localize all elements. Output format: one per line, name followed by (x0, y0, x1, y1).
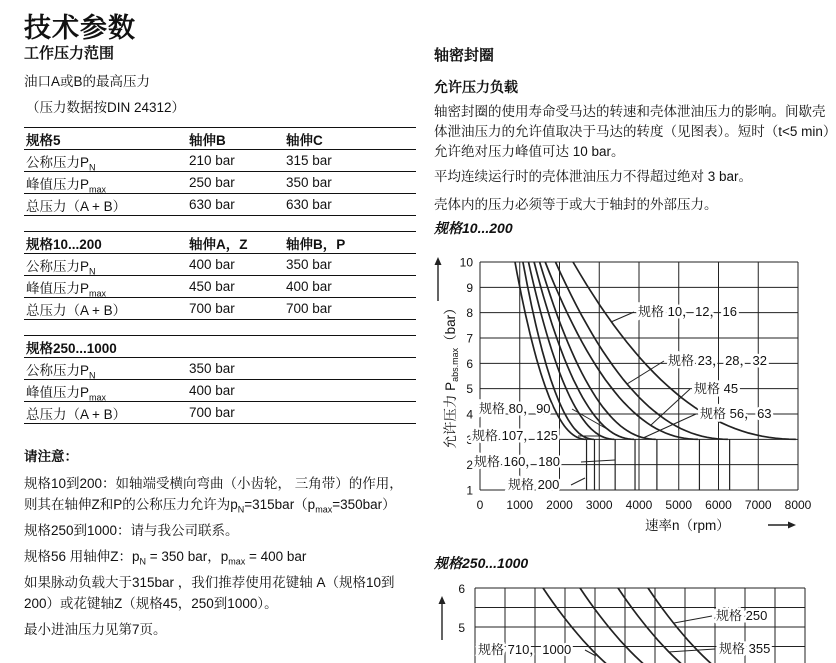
table-header-row (24, 232, 416, 254)
curve-label: 规格 10，12，16 (638, 304, 737, 319)
chart2-title: 规格250...1000 (434, 555, 529, 571)
curve-label: 规格 45 (694, 381, 739, 396)
row-label: 公称压力$P_N$ (26, 258, 96, 277)
x-tick-label: 6000 (705, 498, 732, 512)
row-label: 总压力（A + B） (26, 198, 127, 214)
curve-label: 规格 107，125 (472, 428, 558, 443)
permissible-load-title: 允许压力负载 (434, 79, 518, 95)
pressure-table-2 (24, 231, 416, 320)
table-header-cell: 规格5 (26, 132, 61, 148)
pressure-table-3 (24, 335, 416, 424)
din-note-line: （压力数据按DIN 24312） (26, 100, 186, 115)
row-label: 公称压力$P_N$ (26, 154, 96, 173)
table-header-cell: 轴伸B，P (286, 236, 346, 252)
row-value: 400 bar (189, 383, 235, 398)
subscript: N (139, 556, 147, 567)
note-paragraph: 最小进油压力见第7页。 (24, 622, 167, 637)
y-tick-label: 6 (466, 356, 473, 371)
table-header-cell: 轴伸A，Z (189, 236, 248, 252)
table-header-row (24, 128, 416, 150)
x-tick-label: 7000 (744, 498, 772, 512)
x-tick-label: 1000 (506, 498, 534, 512)
row-value (284, 358, 416, 380)
y-tick-label: 2 (466, 458, 473, 473)
x-axis-label: 速率n（rpm） (645, 518, 730, 533)
subscript: N (89, 266, 96, 277)
subscript: max (228, 556, 246, 567)
row-value: 210 bar (189, 153, 235, 168)
notes-list (24, 473, 420, 640)
notes-block (24, 446, 420, 645)
row-value: 400 bar (286, 279, 332, 294)
curve-label: 规格 80，90 (479, 401, 551, 416)
x-tick-label: 0 (476, 498, 484, 512)
table-header-cell: 规格10...200 (26, 236, 102, 252)
table-header-row (24, 336, 416, 358)
table-header-cell: 规格250...1000 (26, 340, 117, 356)
curve-label: 规格 23，28，32 (668, 353, 767, 368)
row-value: 700 bar (189, 405, 235, 420)
y-tick-label: 8 (466, 306, 473, 321)
table-row (24, 150, 416, 172)
table-row (24, 358, 416, 380)
notes-title: 请注意： (24, 449, 78, 464)
y-tick-label: 6 (458, 582, 465, 596)
row-label: 总压力（A + B） (26, 406, 127, 422)
table-header-cell: 轴伸B (189, 132, 226, 148)
row-value: 700 bar (189, 301, 235, 316)
row-value: 450 bar (189, 279, 235, 294)
table-row (24, 172, 416, 194)
x-tick-label: 8000 (784, 498, 812, 512)
row-value: 350 bar (189, 361, 235, 376)
subscript: N (89, 162, 96, 173)
left-section-title: 工作压力范围 (24, 45, 115, 62)
note-paragraph: 如果脉动负载大于315bar ，我们推荐使用花键轴 A（规格10到200）或花键轴Z（规格45，250到1000）。 (24, 575, 395, 611)
curve-label: 规格 56，63 (700, 406, 772, 421)
row-value: 630 bar (189, 197, 235, 212)
table-header-cell (187, 336, 284, 358)
right-section-title: 轴密封圈 (434, 47, 495, 64)
y-tick-label: 1 (466, 483, 473, 498)
pressure-table-1 (24, 127, 416, 216)
table-row (24, 276, 416, 298)
y-tick-label: 10 (459, 255, 473, 270)
subscript: N (89, 370, 96, 381)
y-tick-label: 5 (466, 382, 473, 397)
row-value (284, 402, 416, 424)
row-value: 250 bar (189, 175, 235, 190)
row-value: 315 bar (286, 153, 332, 168)
x-tick-label: 5000 (665, 498, 693, 512)
row-value (284, 380, 416, 402)
curve-label: 规格 160，180 (474, 454, 560, 469)
subscript: max (315, 504, 333, 515)
row-value: 700 bar (286, 301, 332, 316)
seal-paragraph-1: 轴密封圈的使用寿命受马达的转速和壳体泄油压力的影响。间歇壳体泄油压力的允许值取决于马达的转度（见图表）。短时（t<5 min）允许绝对压力峰值可达 10 bar。 (434, 104, 830, 159)
note-paragraph: 规格250到1000：请与我公司联系。 (24, 523, 239, 538)
seal-paragraph-2: 平均连续运行时的壳体泄油压力不得超过绝对 3 bar。 (434, 169, 753, 184)
row-value: 350 bar (286, 175, 332, 190)
row-label: 总压力（A + B） (26, 302, 127, 318)
note-paragraph: 规格10到200：如轴端受横向弯曲（小齿轮， 三角带）的作用， 则其在轴伸Z和P的公称压力允许为$p_N=315bar(p_{max}=350bar)$ (24, 476, 403, 515)
row-value: 350 bar (286, 257, 332, 272)
subscript: max (89, 184, 107, 195)
note-paragraph: 规格56 用轴伸Z：$p_N = 350$ bar，$p_{max} = 400$ bar (24, 549, 307, 567)
table-row (24, 380, 416, 402)
row-value: 630 bar (286, 197, 332, 212)
curve-label: 规格 200 (508, 477, 560, 492)
curve-label: 规格 250 (716, 608, 768, 623)
chart1-title: 规格10...200 (434, 220, 513, 236)
y-axis-label: 允许压力 $P_{abs.max}(bar)$ (443, 301, 460, 449)
chart-size250-1000 (432, 576, 836, 663)
table-row (24, 402, 416, 424)
chart-size10-200 (432, 243, 836, 543)
row-label: 峰值压力$P_{max}$ (26, 280, 107, 299)
y-tick-label: 7 (466, 331, 473, 346)
table-header-cell: 轴伸C (286, 132, 323, 148)
max-pressure-line: 油口A或B的最高压力 (24, 74, 151, 89)
subscript: max (89, 288, 107, 299)
table-row (24, 194, 416, 216)
subscript: N (237, 504, 245, 515)
seal-paragraph-3: 壳体内的压力必须等于或大于轴封的外部压力。 (434, 197, 718, 212)
y-tick-label: 3 (466, 432, 473, 447)
table-header-cell (284, 336, 416, 358)
row-label: 公称压力$P_N$ (26, 362, 96, 381)
row-label: 峰值压力$P_{max}$ (26, 384, 107, 403)
row-label: 峰值压力$P_{max}$ (26, 176, 107, 195)
y-tick-label: 9 (466, 280, 473, 295)
curve-label: 规格 710，1000 (478, 642, 572, 657)
subscript: max (89, 392, 107, 403)
x-tick-label: 2000 (546, 498, 573, 512)
row-value: 400 bar (189, 257, 235, 272)
table-row (24, 298, 416, 320)
page-title: 技术参数 (24, 13, 136, 43)
table-row (24, 254, 416, 276)
curve-label: 规格 355 (719, 641, 771, 656)
y-tick-label: 5 (458, 621, 465, 635)
pressure-tables (24, 127, 416, 439)
x-tick-label: 3000 (585, 498, 613, 512)
y-tick-label: 4 (466, 407, 473, 422)
x-tick-label: 4000 (625, 498, 653, 512)
